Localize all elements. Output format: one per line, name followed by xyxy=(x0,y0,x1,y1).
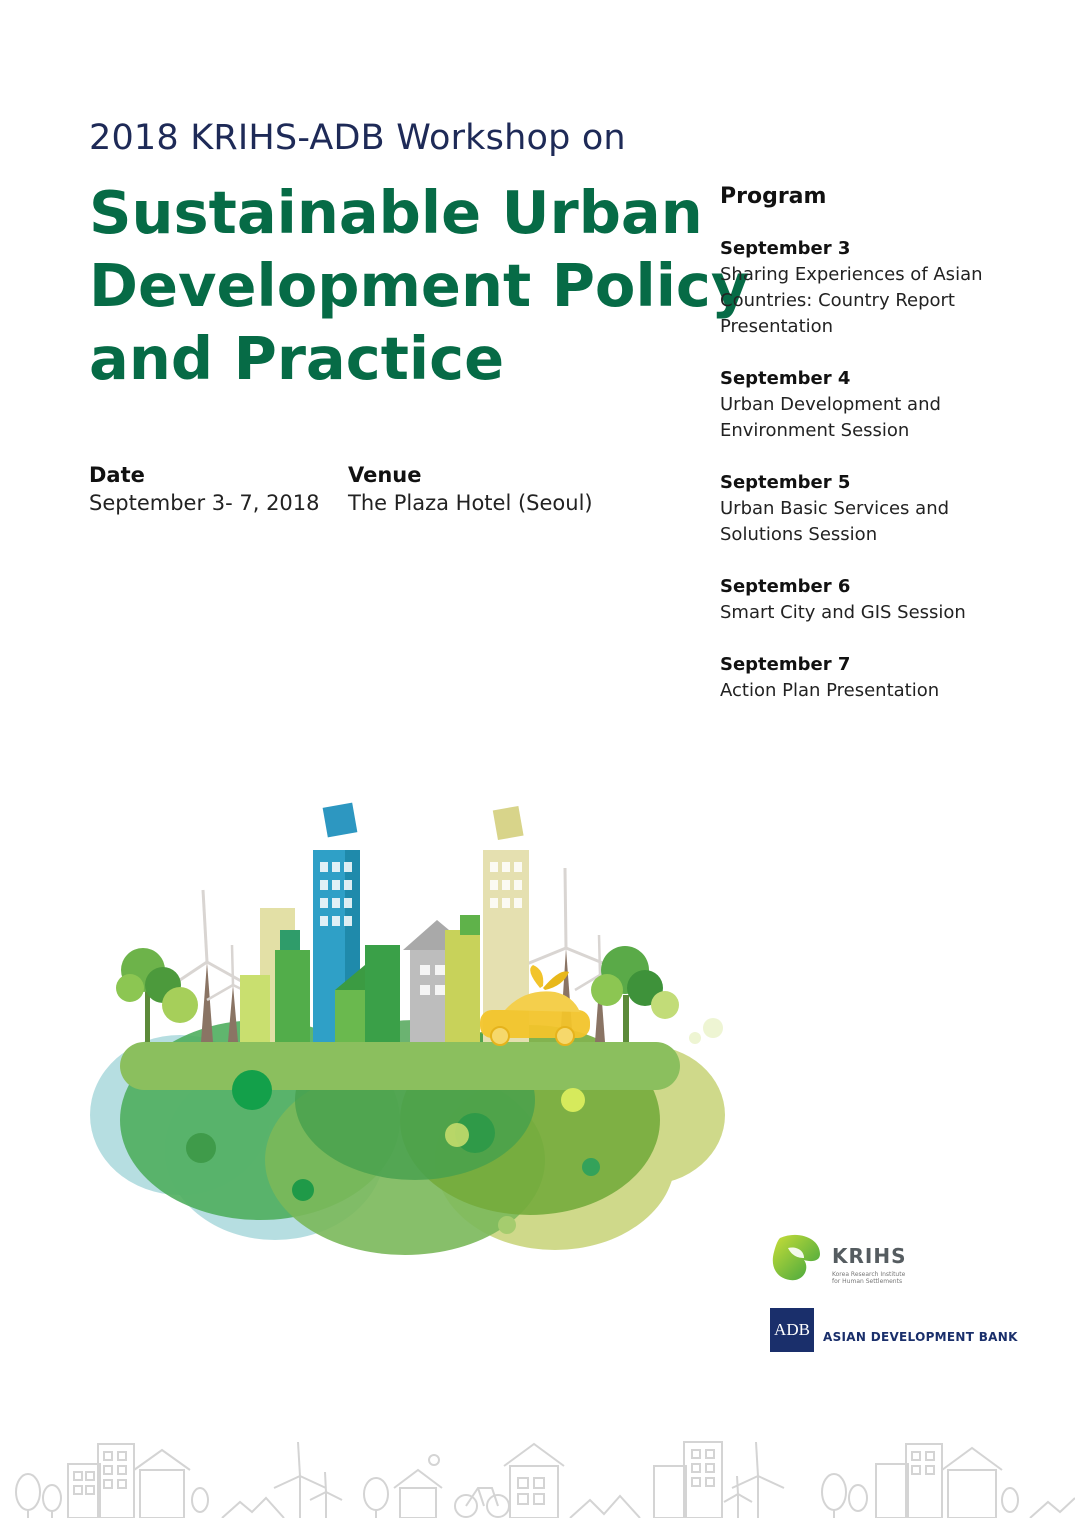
program-description-line: Smart City and GIS Session xyxy=(720,602,966,623)
program-description-line: Countries: Country Report xyxy=(720,290,955,311)
outline-wind-turbine xyxy=(732,1442,784,1518)
krihs-wordmark: KRIHS xyxy=(832,1244,907,1268)
outline-house xyxy=(504,1444,564,1518)
program-description-line: Solutions Session xyxy=(720,524,878,545)
outline-building xyxy=(68,1464,100,1518)
program-date: September 7 xyxy=(720,654,851,675)
venue-block xyxy=(348,463,593,515)
venue-value: The Plaza Hotel (Seoul) xyxy=(348,491,593,515)
outline-tree xyxy=(822,1474,846,1518)
program-date: September 3 xyxy=(720,238,851,259)
outline-tree xyxy=(849,1485,867,1511)
outline-building xyxy=(654,1442,722,1518)
building xyxy=(403,915,480,1042)
program-date: September 5 xyxy=(720,472,851,493)
outline-building xyxy=(876,1444,942,1518)
outline-tree xyxy=(192,1488,208,1512)
program-item xyxy=(720,470,1050,548)
outline-hills xyxy=(1030,1498,1075,1518)
adb-logo: ADB xyxy=(770,1308,814,1352)
tree xyxy=(591,946,679,1042)
outline-house xyxy=(134,1450,190,1518)
green-city-illustration xyxy=(85,800,735,1260)
outline-building xyxy=(98,1444,134,1518)
date-label: Date xyxy=(89,463,145,487)
island-cloud-base xyxy=(90,1018,725,1255)
program-description-line: Sharing Experiences of Asian xyxy=(720,264,983,285)
title-line: Sustainable Urban xyxy=(89,178,703,247)
workshop-title xyxy=(89,176,750,395)
date-value: September 3- 7, 2018 xyxy=(89,491,320,515)
title-line: Development Policy xyxy=(89,251,750,320)
krihs-logo-icon xyxy=(770,1232,826,1284)
date-block xyxy=(89,463,320,515)
program-description-line: Presentation xyxy=(720,316,834,337)
program-item xyxy=(720,652,1050,704)
adb-full-name: ASIAN DEVELOPMENT BANK xyxy=(823,1330,1018,1344)
building xyxy=(240,908,310,1042)
program-date: September 6 xyxy=(720,576,851,597)
outline-bicycle-icon xyxy=(455,1488,509,1517)
venue-label: Venue xyxy=(348,463,422,487)
outline-wind-turbine xyxy=(724,1476,752,1518)
program-description-line: Action Plan Presentation xyxy=(720,680,940,701)
program-item xyxy=(720,366,1050,444)
outline-hills xyxy=(222,1498,284,1518)
outline-house xyxy=(394,1455,442,1518)
outline-tree xyxy=(16,1474,40,1518)
program-date: September 4 xyxy=(720,368,851,389)
outline-wind-turbine xyxy=(274,1442,326,1518)
program-item xyxy=(720,574,1050,626)
krihs-full-name: Korea Research Institute for Human Settlements xyxy=(832,1271,906,1285)
program-description-line: Urban Basic Services and xyxy=(720,498,950,519)
workshop-subtitle: 2018 KRIHS-ADB Workshop on xyxy=(89,118,626,158)
title-line: and Practice xyxy=(89,324,505,393)
outline-cityscape-footer xyxy=(0,1436,1075,1518)
tree xyxy=(116,948,198,1042)
outline-hills xyxy=(570,1496,640,1518)
program-heading: Program xyxy=(720,184,827,209)
outline-tree xyxy=(43,1485,61,1518)
program-description-line: Environment Session xyxy=(720,420,910,441)
outline-tree xyxy=(364,1478,388,1518)
outline-wind-turbine xyxy=(310,1472,342,1518)
outline-house xyxy=(942,1448,1002,1518)
program-description-line: Urban Development and xyxy=(720,394,941,415)
program-item xyxy=(720,236,1050,340)
outline-tree xyxy=(1002,1488,1018,1512)
